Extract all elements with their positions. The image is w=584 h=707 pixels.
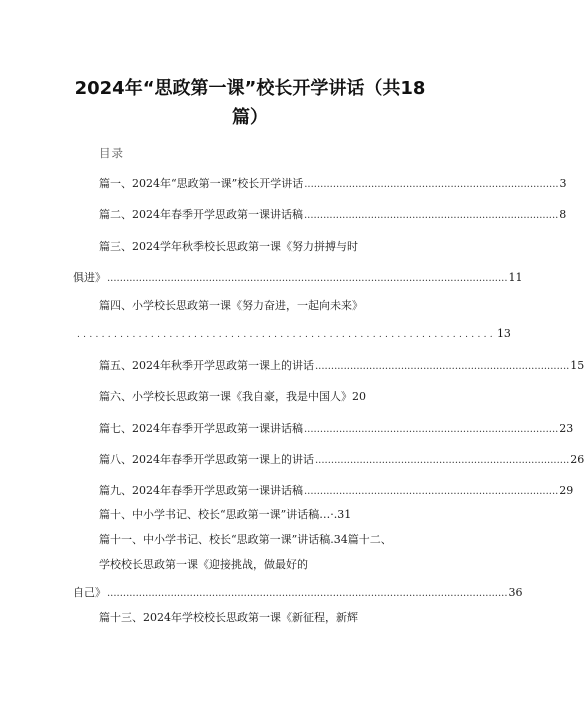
toc-entry-page: 8 xyxy=(559,208,567,221)
toc-entry-text: 篇一、2024年“思政第一课”校长开学讲话 xyxy=(99,177,304,190)
toc-entry-6[interactable] xyxy=(99,388,366,404)
toc-leader-dots: ................................................................................ xyxy=(304,486,559,497)
toc-entry-3[interactable] xyxy=(99,238,358,254)
toc-entry-page: 11 xyxy=(508,271,523,284)
toc-entry-page: 36 xyxy=(508,586,523,599)
toc-leader-dots: ................................................................................ xyxy=(304,424,559,435)
toc-entry-7[interactable] xyxy=(99,420,574,436)
toc-entry-text: 篇六、小学校长思政第一课《我自豪，我是中国人》20 xyxy=(99,390,366,403)
toc-entry-3-continued[interactable] xyxy=(73,269,523,285)
toc-entry-page: 13 xyxy=(496,327,511,340)
toc-entry-9[interactable] xyxy=(99,482,574,498)
toc-entry-12[interactable] xyxy=(99,556,308,572)
toc-entry-4-continued[interactable] xyxy=(76,327,511,340)
toc-entry-text: 篇十一、中小学书记、校长“思政第一课”讲话稿.34篇十二、 xyxy=(99,533,392,546)
toc-leader-dots: .............................................................................................................................. xyxy=(107,588,508,599)
toc-entry-text: 篇二、2024年春季开学思政第一课讲话稿 xyxy=(99,208,303,221)
toc-entry-text: 篇十三、2024年学校校长思政第一课《新征程，新辉 xyxy=(99,611,358,624)
toc-entry-12-continued[interactable] xyxy=(73,584,523,600)
toc-entry-page: 29 xyxy=(559,484,574,497)
toc-leader-dots: .................................................................... xyxy=(77,330,496,340)
toc-entry-text: 篇三、2024学年秋季校长思政第一课《努力拼搏与时 xyxy=(99,240,358,253)
toc-entry-text: 篇五、2024年秋季开学思政第一课上的讲话 xyxy=(99,359,314,372)
toc-entry-2[interactable] xyxy=(99,206,567,222)
toc-leader-dots: ................................................................................ xyxy=(315,361,570,372)
toc-entry-text: 篇四、小学校长思政第一课《努力奋进，一起向未来》 xyxy=(99,299,363,312)
toc-entry-page: 26 xyxy=(570,453,584,466)
toc-entry-text: 俱进》 xyxy=(73,271,106,284)
toc-leader-dots: ................................................................................ xyxy=(315,455,570,466)
document-title-line-1: 2024年“思政第一课”校长开学讲话（共18 xyxy=(74,78,426,99)
toc-entry-page: 15 xyxy=(570,359,584,372)
toc-heading: 目录 xyxy=(99,146,124,160)
toc-entry-text: 篇八、2024年春季开学思政第一课上的讲话 xyxy=(99,453,314,466)
toc-entry-1[interactable] xyxy=(99,175,567,191)
document-title-line-2: 篇） xyxy=(232,107,268,128)
toc-entry-13[interactable] xyxy=(99,609,358,625)
toc-leader-dots: .............................................................................................................................. xyxy=(107,273,508,284)
toc-entry-text: 自己》 xyxy=(73,586,106,599)
toc-entry-page: 3 xyxy=(559,177,567,190)
toc-entry-text: 学校校长思政第一课《迎接挑战，做最好的 xyxy=(99,558,308,571)
toc-entry-page: 23 xyxy=(559,422,574,435)
toc-entry-text: 篇九、2024年春季开学思政第一课讲话稿 xyxy=(99,484,303,497)
toc-entry-11[interactable] xyxy=(99,531,392,547)
toc-entry-4[interactable] xyxy=(99,297,363,313)
toc-entry-8[interactable] xyxy=(99,451,584,467)
toc-entry-10[interactable] xyxy=(99,506,351,522)
toc-leader-dots: ................................................................................ xyxy=(304,179,559,190)
toc-entry-5[interactable] xyxy=(99,357,584,373)
toc-entry-text: 篇七、2024年春季开学思政第一课讲话稿 xyxy=(99,422,303,435)
toc-leader-dots: ................................................................................ xyxy=(304,210,559,221)
toc-entry-text: 篇十、中小学书记、校长“思政第一课”讲话稿…·.31 xyxy=(99,508,352,521)
